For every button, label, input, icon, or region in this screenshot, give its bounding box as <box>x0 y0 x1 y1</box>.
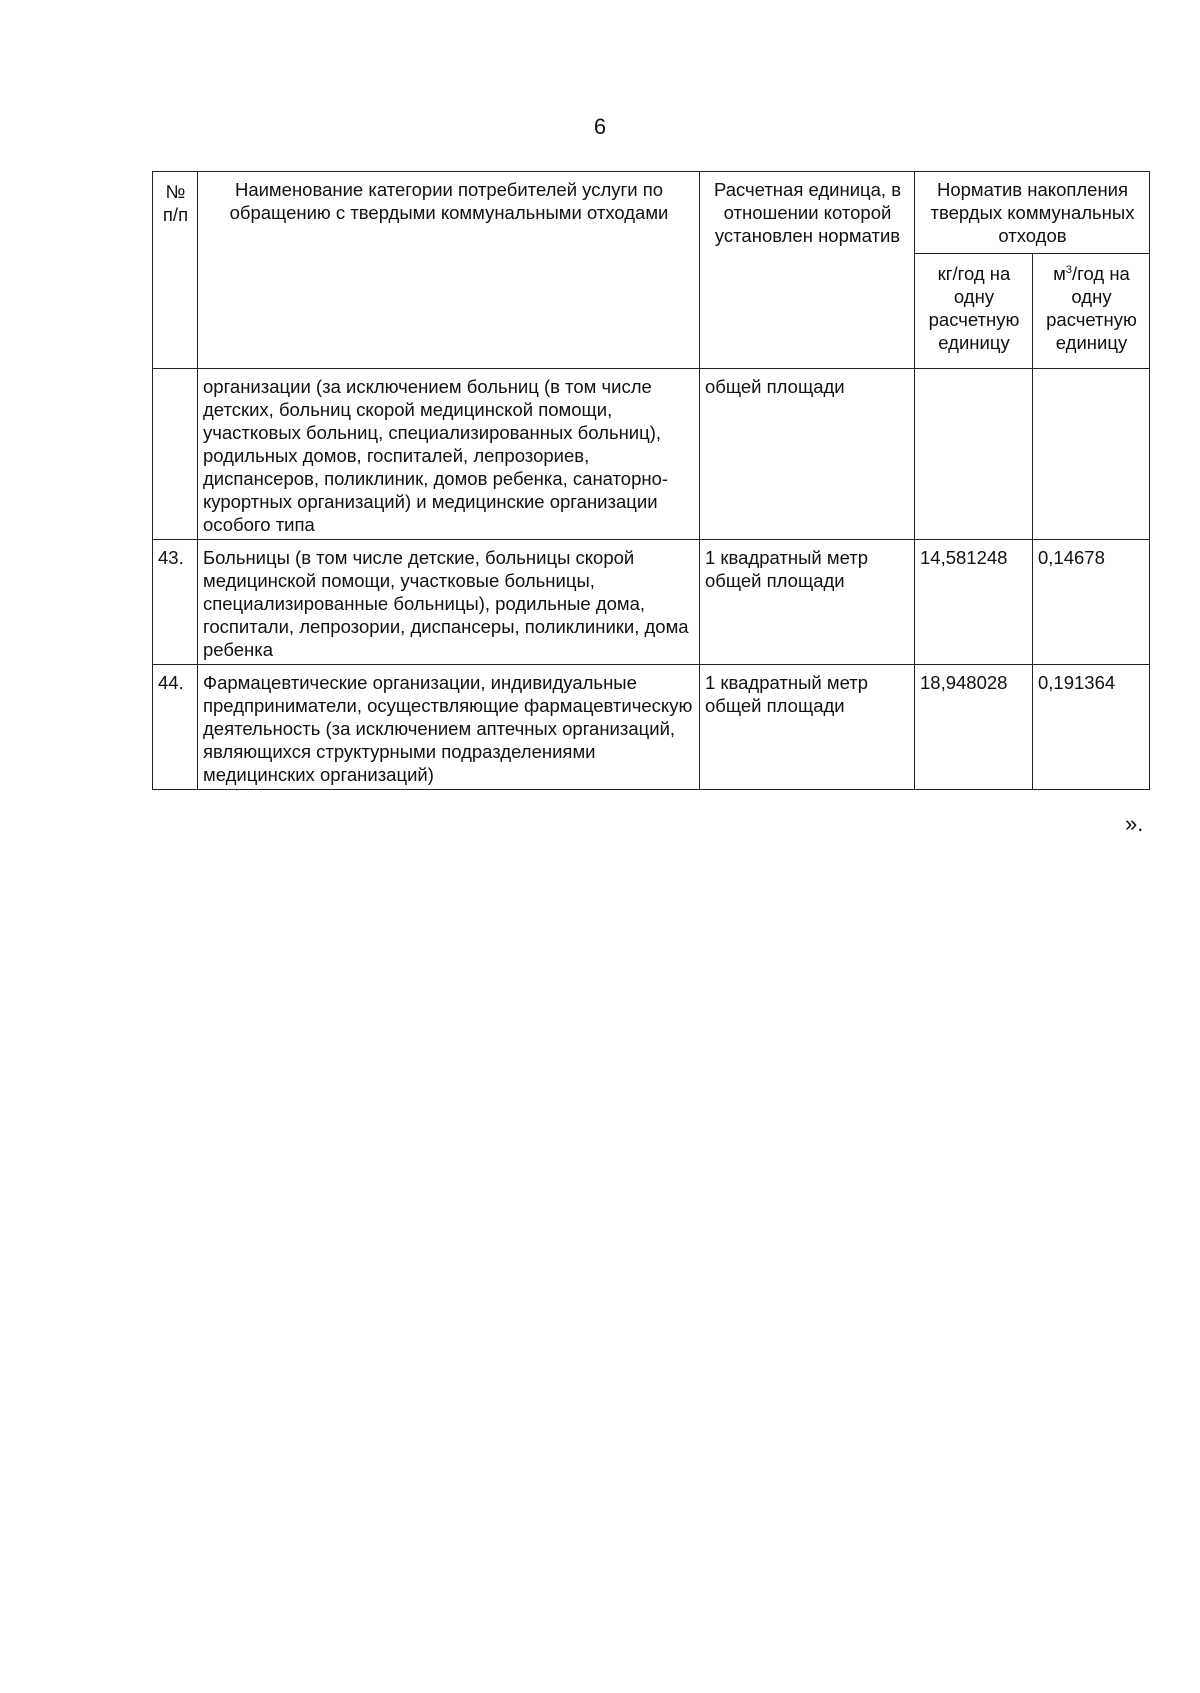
table-row <box>153 665 1150 790</box>
header-m3-rest: /год на одну расчетную единицу <box>1046 263 1137 353</box>
row-m3-value <box>1033 369 1150 540</box>
row-kg-value: 14,581248 <box>915 540 1033 665</box>
row-unit: общей площади <box>700 369 915 540</box>
table-row <box>153 540 1150 665</box>
row-unit: 1 квадратный метр общей площади <box>700 665 915 790</box>
waste-norms-table <box>152 171 1150 790</box>
header-kg-per-year: кг/год на одну расчетную единицу <box>915 254 1033 369</box>
row-m3-value: 0,191364 <box>1033 665 1150 790</box>
row-m3-value: 0,14678 <box>1033 540 1150 665</box>
row-category: Больницы (в том числе детские, больницы скорой медицинской помощи, участковые больницы, специализированные больницы), родильные дома, госпитали, лепрозории, диспансеры, поликлиники, дома ребенка <box>198 540 700 665</box>
header-number: № п/п <box>153 172 198 369</box>
header-category: Наименование категории потребителей услуги по обращению с твердыми коммунальными отходами <box>198 172 700 369</box>
closing-quote-mark: ». <box>1125 811 1144 836</box>
table-header-row <box>153 172 1150 254</box>
header-m3-prefix: м <box>1053 263 1066 284</box>
row-number: 43. <box>153 540 198 665</box>
row-kg-value <box>915 369 1033 540</box>
header-m3-superscript: 3 <box>1065 263 1073 276</box>
row-category: организации (за исключением больниц (в том числе детских, больниц скорой медицинской помощи, участковых больниц, специализированных больниц), родильных домов, госпиталей, лепрозориев, диспансеров, поликлиник, домов ребенка, санаторно-курортных организаций) и медицинские организации особого типа <box>198 369 700 540</box>
page-number: 6 <box>593 114 607 139</box>
row-number <box>153 369 198 540</box>
row-kg-value: 18,948028 <box>915 665 1033 790</box>
header-m3-per-year <box>1033 254 1150 369</box>
table-row <box>153 369 1150 540</box>
row-number: 44. <box>153 665 198 790</box>
header-norm: Норматив накопления твердых коммунальных отходов <box>915 172 1150 254</box>
row-unit: 1 квадратный метр общей площади <box>700 540 915 665</box>
header-unit: Расчетная единица, в отношении которой установлен норматив <box>700 172 915 369</box>
row-category: Фармацевтические организации, индивидуальные предприниматели, осуществляющие фармацевтическую деятельность (за исключением аптечных организаций, являющихся структурными подразделениями медицинских организаций) <box>198 665 700 790</box>
